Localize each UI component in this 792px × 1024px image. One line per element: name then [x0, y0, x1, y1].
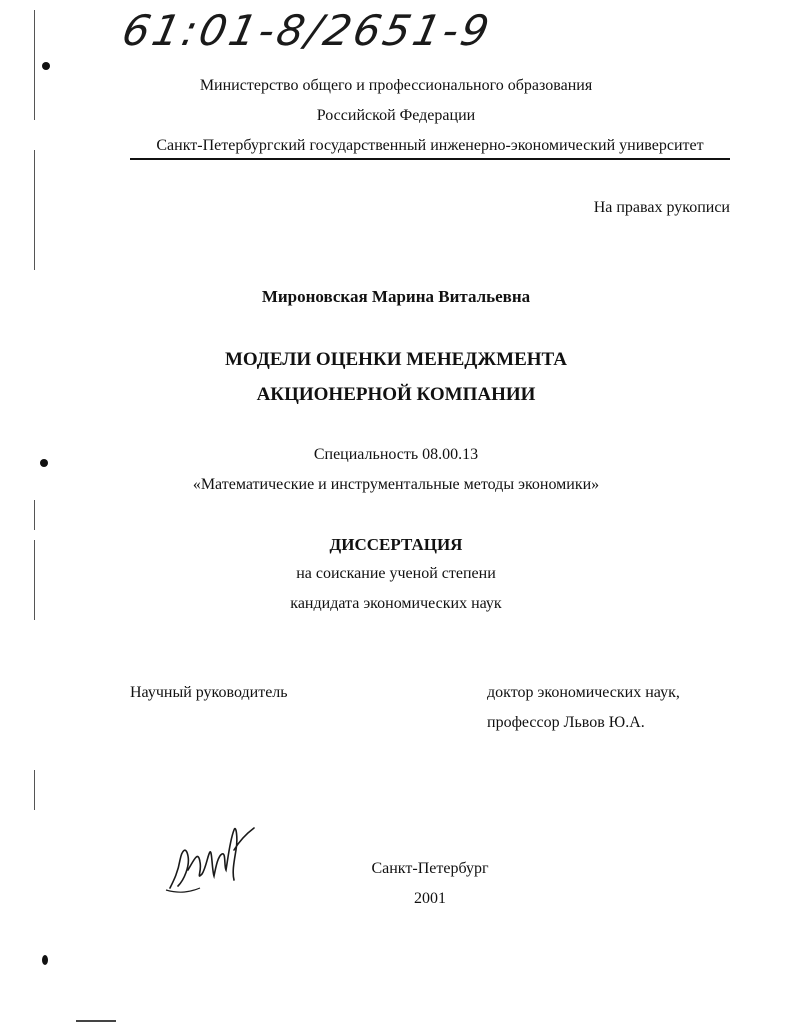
supervisor-name: профессор Львов Ю.А. — [487, 714, 645, 731]
year: 2001 — [414, 890, 446, 907]
degree-line-1: на соискание ученой степени — [296, 565, 496, 582]
manuscript-note: На правах рукописи — [593, 199, 730, 216]
archive-number-handwritten: 61:01-8/2651-9 — [118, 6, 497, 55]
punch-hole-mark — [42, 955, 48, 965]
supervisor-degree: доктор экономических наук, — [487, 684, 680, 701]
specialty-code: Специальность 08.00.13 — [313, 446, 479, 463]
author-signature — [160, 810, 270, 900]
title-line-1: МОДЕЛИ ОЦЕНКИ МЕНЕДЖМЕНТА — [224, 349, 567, 370]
author-name: Мироновская Марина Витальевна — [261, 287, 531, 306]
dissertation-label: ДИССЕРТАЦИЯ — [329, 535, 463, 554]
supervisor-label: Научный руководитель — [130, 684, 288, 701]
federation-line: Российской Федерации — [316, 107, 476, 124]
ministry-line: Министерство общего и профессионального образования — [199, 77, 593, 94]
scan-edge-line — [34, 500, 35, 530]
scan-edge-line — [34, 150, 35, 270]
city: Санкт-Петербург — [371, 860, 489, 877]
degree-line-2: кандидата экономических наук — [290, 595, 502, 612]
header-underline — [130, 158, 730, 160]
title-line-2: АКЦИОНЕРНОЙ КОМПАНИИ — [256, 384, 536, 405]
scan-bottom-artifact — [76, 1020, 116, 1022]
university-line: Санкт-Петербургский государственный инженерно-экономический университет — [156, 137, 704, 154]
scan-edge-line — [34, 770, 35, 810]
punch-hole-mark — [42, 62, 50, 70]
specialty-name: «Математические и инструментальные методы экономики» — [192, 476, 600, 493]
scan-edge-line — [34, 10, 35, 120]
